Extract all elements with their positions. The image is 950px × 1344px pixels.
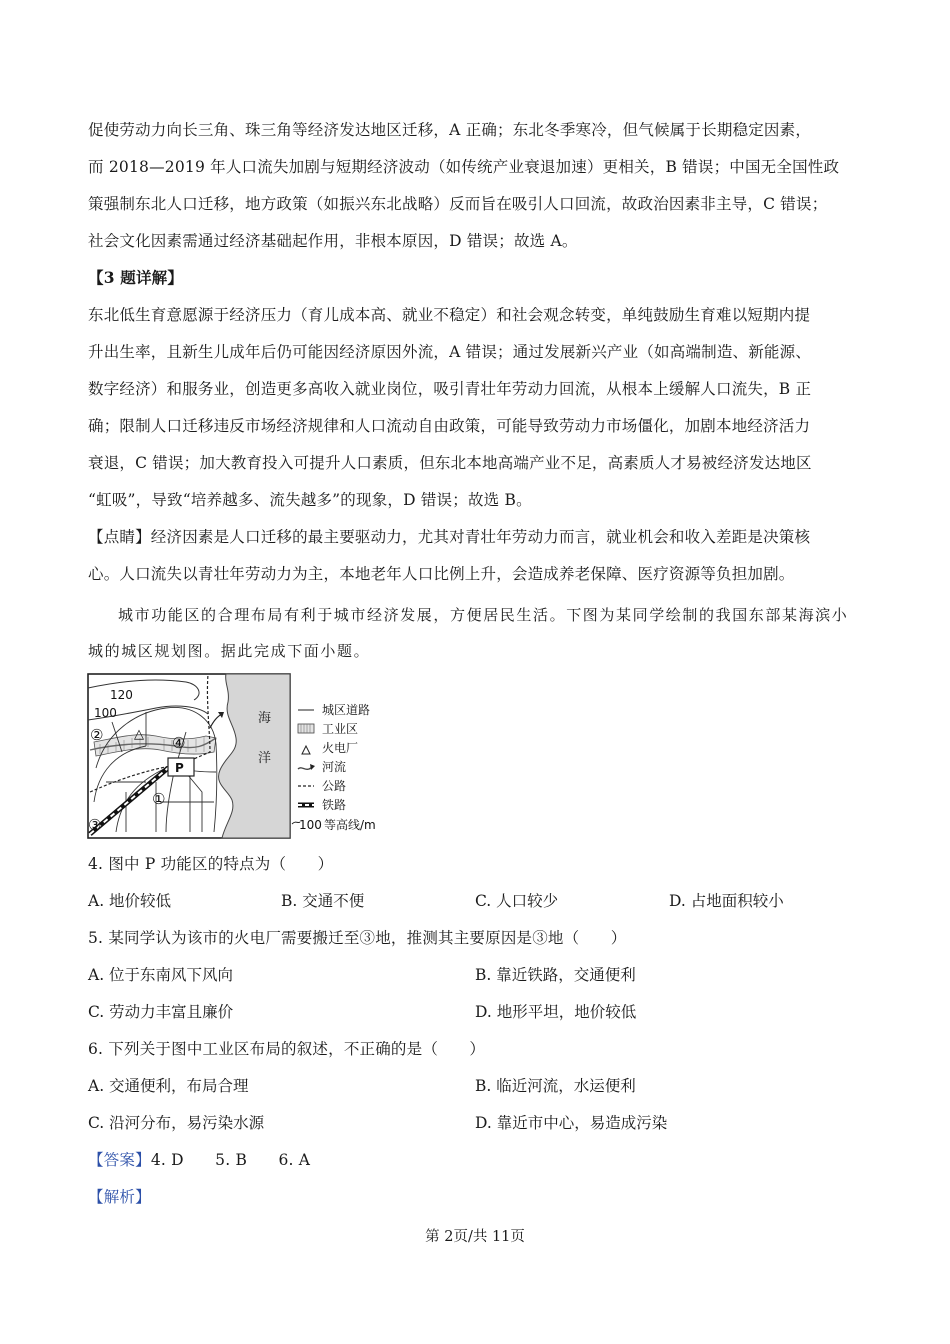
note-line: 心。人口流失以青壮年劳动力为主，本地老年人口比例上升，会造成养老保障、医疗资源等负担加剧。 [88, 565, 795, 583]
analysis-label: 【解析】 [88, 1188, 151, 1206]
p-label: P [175, 761, 184, 775]
answer-label: 【答案】 [88, 1151, 151, 1169]
question-6-stem: 6. 下列关于图中工业区布局的叙述，不正确的是（ ） [88, 1040, 486, 1058]
site-1-label: ① [152, 790, 166, 808]
map-legend [292, 703, 376, 832]
q6-option-c[interactable]: C. 沿河分布，易污染水源 [88, 1114, 265, 1132]
section-heading: 【3 题详解】 [88, 268, 184, 287]
question-4-stem: 4. 图中 P 功能区的特点为（ ） [88, 855, 334, 873]
paragraph-line: 而 2018—2019 年人口流失加剧与短期经济波动（如传统产业衰退加速）更相关，B 错误；中国无全国性政 [88, 158, 840, 176]
page-footer: 第 2页/共 11页 [425, 1229, 525, 1245]
q5-option-d[interactable]: D. 地形平坦，地价较低 [475, 1003, 637, 1021]
intro-line: 城市功能区的合理布局有利于城市经济发展，方便居民生活。下图为某同学绘制的我国东部某海滨小 [118, 606, 849, 624]
q5-option-a[interactable]: A. 位于东南风下风向 [88, 966, 234, 984]
contour-label-100: 100 [94, 706, 117, 720]
paragraph-line: 社会文化因素需通过经济基础起作用，非根本原因，D 错误；故选 A。 [88, 232, 578, 250]
legend-river: 河流 [322, 760, 347, 774]
q4-option-b[interactable]: B. 交通不便 [281, 892, 365, 910]
question-5-stem: 5. 某同学认为该市的火电厂需要搬迁至③地，推测其主要原因是③地（ ） [88, 929, 627, 947]
paragraph-line: 策强制东北人口迁移，地方政策（如振兴东北战略）反而旨在吸引人口回流，故政治因素非主导，C 错误； [88, 195, 828, 213]
site-3-label: ③ [88, 816, 102, 834]
legend-highway: 公路 [322, 779, 347, 793]
paragraph-line: 数字经济）和服务业，创造更多高收入就业岗位，吸引青壮年劳动力回流，从根本上缓解人口流失，B 正 [88, 380, 812, 398]
power-plant-marker: △ [134, 727, 144, 742]
legend-contour-value: 100 [299, 818, 322, 832]
paragraph-line: 升出生率，且新生儿成年后仍可能因经济原因外流，A 错误；通过发展新兴产业（如高端制造、新能源、 [88, 343, 812, 361]
paragraph-line: 东北低生育意愿源于经济压力（育儿成本高、就业不稳定）和社会观念转变，单纯鼓励生育难以短期内提 [88, 306, 811, 324]
sea-label: 海 [258, 711, 272, 726]
contour-label-120: 120 [110, 688, 133, 702]
q5-option-b[interactable]: B. 靠近铁路，交通便利 [475, 966, 636, 984]
city-planning-map [86, 672, 406, 842]
legend-road: 城区道路 [322, 703, 371, 717]
paragraph-line: 确；限制人口迁移违反市场经济规律和人口流动自由政策，可能导致劳动力市场僵化，加剧本地经济活力 [88, 417, 811, 435]
paragraph-line: 促使劳动力向长三角、珠三角等经济发达地区迁移，A 正确；东北冬季寒冷，但气候属于长期稳定因素， [88, 121, 812, 139]
site-2-label: ② [90, 726, 104, 744]
q4-option-d[interactable]: D. 占地面积较小 [669, 892, 784, 910]
legend-industrial: 工业区 [322, 722, 359, 736]
legend-railway: 铁路 [322, 798, 347, 812]
legend-power-plant: 火电厂 [322, 741, 359, 755]
note-line: 【点睛】经济因素是人口迁移的最主要驱动力，尤其对青壮年劳动力而言，就业机会和收入差距是决策核 [88, 528, 811, 546]
q6-option-a[interactable]: A. 交通便利，布局合理 [88, 1077, 249, 1095]
paragraph-line: “虹吸”，导致“培养越多、流失越多”的现象，D 错误；故选 B。 [88, 491, 532, 509]
paragraph-line: 衰退，C 错误；加大教育投入可提升人口素质，但东北本地高端产业不足，高素质人才易被经济发达地区 [88, 454, 812, 472]
q6-option-b[interactable]: B. 临近河流，水运便利 [475, 1077, 636, 1095]
q5-option-c[interactable]: C. 劳动力丰富且廉价 [88, 1003, 234, 1021]
sea-label: 洋 [258, 751, 272, 766]
legend-contour: 等高线/m [324, 818, 376, 832]
q4-option-a[interactable]: A. 地价较低 [88, 892, 172, 910]
site-4-label: ④ [172, 734, 186, 752]
intro-line: 城的城区规划图。据此完成下面小题。 [88, 642, 371, 660]
q4-option-c[interactable]: C. 人口较少 [475, 892, 559, 910]
answer-text: 4. D 5. B 6. A [150, 1151, 311, 1169]
answer-line [88, 1148, 868, 1170]
q6-option-d[interactable]: D. 靠近市中心，易造成污染 [475, 1114, 668, 1132]
